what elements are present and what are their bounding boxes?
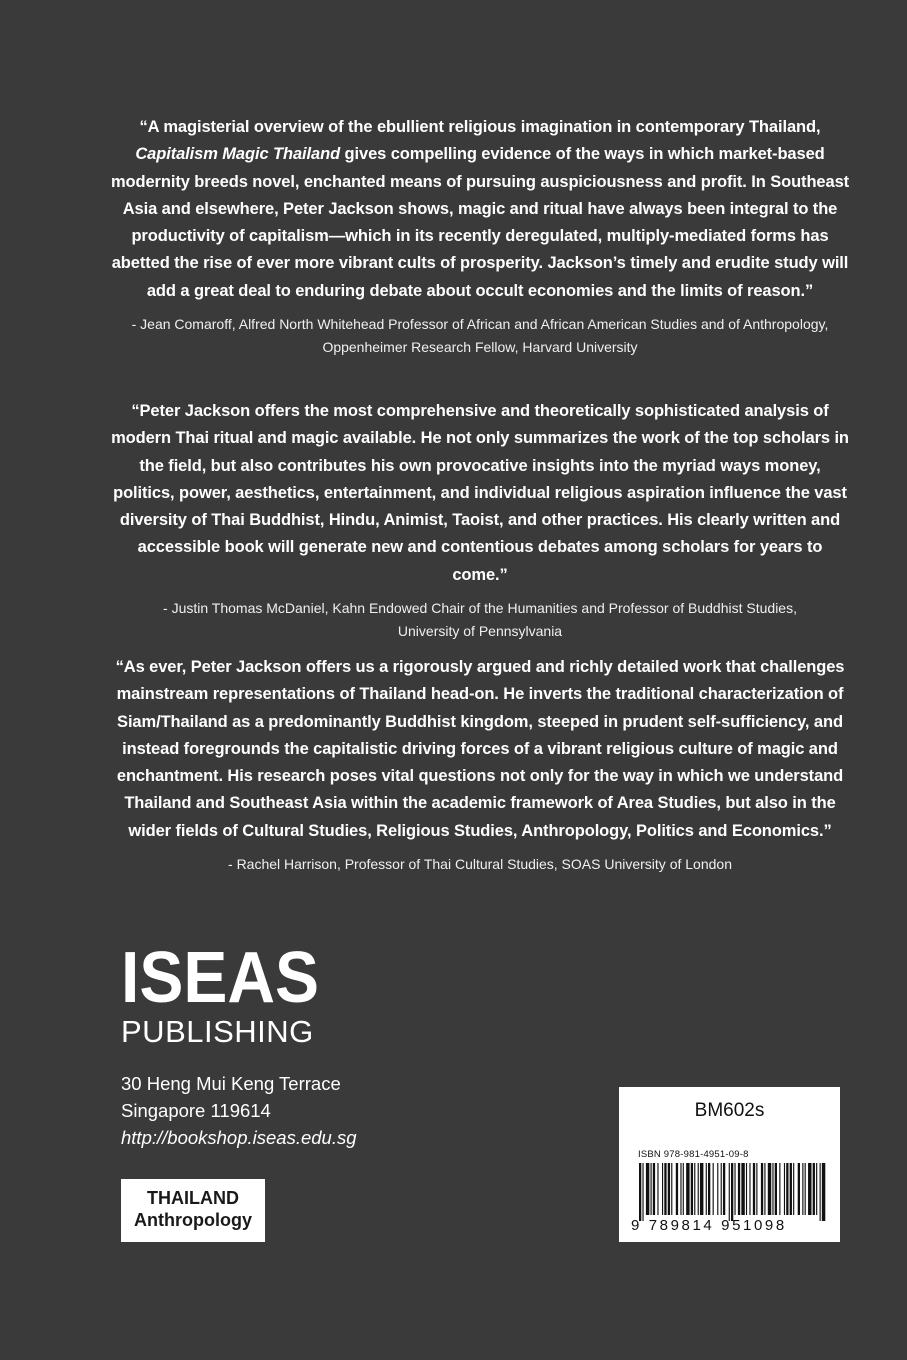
barcode-bar xyxy=(713,1163,714,1215)
barcode-bar xyxy=(662,1163,663,1215)
barcode-bar xyxy=(779,1163,780,1215)
barcode-bar xyxy=(664,1163,666,1215)
barcode-bar xyxy=(802,1163,803,1215)
barcode-bar xyxy=(822,1163,825,1221)
barcode-bar xyxy=(820,1163,821,1221)
blurb-harrison xyxy=(110,654,850,876)
barcode-bar xyxy=(808,1163,811,1215)
barcode-bar xyxy=(790,1163,792,1215)
blurb-mcdaniel xyxy=(110,398,850,643)
barcode-bar xyxy=(708,1163,710,1215)
barcode-bar xyxy=(717,1163,718,1215)
barcode-bar xyxy=(700,1163,703,1215)
barcode-bar xyxy=(813,1163,815,1215)
book-title: Capitalism Magic Thailand xyxy=(135,145,341,164)
barcode-image xyxy=(637,1163,827,1221)
address-line: Singapore 119614 xyxy=(121,1100,271,1121)
barcode-bar xyxy=(642,1163,643,1221)
barcode-bar xyxy=(680,1163,681,1215)
iseas-logo-mark xyxy=(121,946,319,1008)
barcode-bar xyxy=(749,1163,750,1215)
address-line: 30 Heng Mui Keng Terrace xyxy=(121,1073,341,1094)
barcode-bar xyxy=(756,1163,757,1215)
publisher-name: PUBLISHING xyxy=(121,1014,314,1049)
barcode-bar xyxy=(653,1163,655,1215)
barcode-bar xyxy=(639,1163,641,1221)
isbn-label: ISBN 978-981-4951-09-8 xyxy=(638,1149,749,1160)
barcode-bar xyxy=(734,1163,735,1215)
barcode-bar xyxy=(671,1163,672,1215)
barcode-bar xyxy=(753,1163,755,1215)
barcode-bar xyxy=(746,1163,747,1215)
barcode-panel xyxy=(619,1087,840,1242)
barcode-bar xyxy=(761,1163,763,1215)
barcode-bar xyxy=(686,1163,689,1215)
barcode-bar xyxy=(721,1163,722,1215)
barcode-bar xyxy=(816,1163,817,1215)
barcode-bar xyxy=(729,1163,730,1221)
publisher-address xyxy=(121,1070,357,1151)
blurb-comaroff xyxy=(110,114,850,359)
barcode-bar xyxy=(683,1163,684,1215)
barcode-bar xyxy=(784,1163,785,1215)
price-code: BM602s xyxy=(694,1100,765,1121)
barcode-bar xyxy=(668,1163,670,1215)
barcode-bar xyxy=(786,1163,788,1215)
barcode-bar xyxy=(694,1163,695,1215)
iseas-logo xyxy=(121,946,321,1008)
barcode-bar xyxy=(738,1163,740,1215)
blurb-quote: “A magisterial overview of the ebullient religious imagination in contemporary Thailand, Capitalism Magic Thailand gives compelling evidence of the ways in which market-based modernity breeds novel, enchanted means of pursuing auspiciousness and profit. In Southeast Asia and elsewhere, Peter Jackson shows, magic and ritual have always been integral to the productivity of capitalism—which in its recently deregulated, multiply-mediated forms has abetted the rise of ever more vibrant cults of prosperity. Jackson’s timely and erudite study will add a great deal to enduring debate about occult economies and the limits of reason.” xyxy=(110,118,850,300)
barcode-bar xyxy=(723,1163,725,1215)
blurb-quote: “Peter Jackson offers the most comprehensive and theoretically sophisticated analysis of modern Thai ritual and magic available. He not only summarizes the work of the top scholars in the field, but also contributes his own provocative insights into the myriad ways money, politics, power, aesthetics, entertainment, and individual religious aspiration influence the vast diversity of Thai Buddhist, Hindu, Animist, Taoist, and other practices. His clearly written and accessible book will generate new and contentious debates among scholars for years to come.” xyxy=(111,402,849,584)
barcode-bar xyxy=(768,1163,771,1215)
barcode-bar xyxy=(691,1163,693,1215)
barcode-bar xyxy=(764,1163,765,1215)
barcode-bar xyxy=(676,1163,678,1215)
barcode-bar xyxy=(798,1163,800,1215)
blurb-attribution: - Jean Comaroff, Alfred North Whitehead Professor of African and African American Studies and of Anthropology, Oppenheimer Research Fellow, Harvard University xyxy=(131,316,829,356)
barcode-bar xyxy=(772,1163,773,1215)
publisher-url[interactable]: http://bookshop.iseas.edu.sg xyxy=(121,1127,357,1148)
series-label: THAILAND Anthropology xyxy=(121,1179,265,1242)
blurb-attribution: - Rachel Harrison, Professor of Thai Cultural Studies, SOAS University of London xyxy=(228,856,732,873)
barcode-digits: 9 789814 951098 xyxy=(631,1217,787,1234)
barcode-bar xyxy=(805,1163,806,1215)
barcode-bar xyxy=(657,1163,658,1215)
svg-text:ISEAS: ISEAS xyxy=(121,946,319,1008)
barcode-bar xyxy=(775,1163,777,1215)
barcode-bar xyxy=(646,1163,649,1215)
barcode-bar xyxy=(731,1163,733,1221)
barcode-bar xyxy=(706,1163,707,1215)
blurb-quote: “As ever, Peter Jackson offers us a rigorously argued and richly detailed work that challenges mainstream representations of Thailand head-on. He inverts the traditional characterization of Siam/Thailand as a predominantly Buddhist kingdom, steeped in prudent self-sufficiency, and instead foregrounds the capitalistic driving forces of a vibrant religious culture of magic and enchantment. His research poses vital questions not only for the way in which we understand Thailand and Southeast Asia within the academic framework of Area Studies, but also in the wider fields of Cultural Studies, Religious Studies, Anthropology, Politics and Economics.” xyxy=(115,658,845,840)
barcode-bar xyxy=(793,1163,794,1215)
barcode-bar xyxy=(698,1163,699,1215)
barcode-bar xyxy=(741,1163,744,1215)
barcode-bar xyxy=(651,1163,652,1215)
blurb-attribution: - Justin Thomas McDaniel, Kahn Endowed Chair of the Humanities and Professor of Buddhist Studies, University of Pennsylvania xyxy=(163,600,797,640)
